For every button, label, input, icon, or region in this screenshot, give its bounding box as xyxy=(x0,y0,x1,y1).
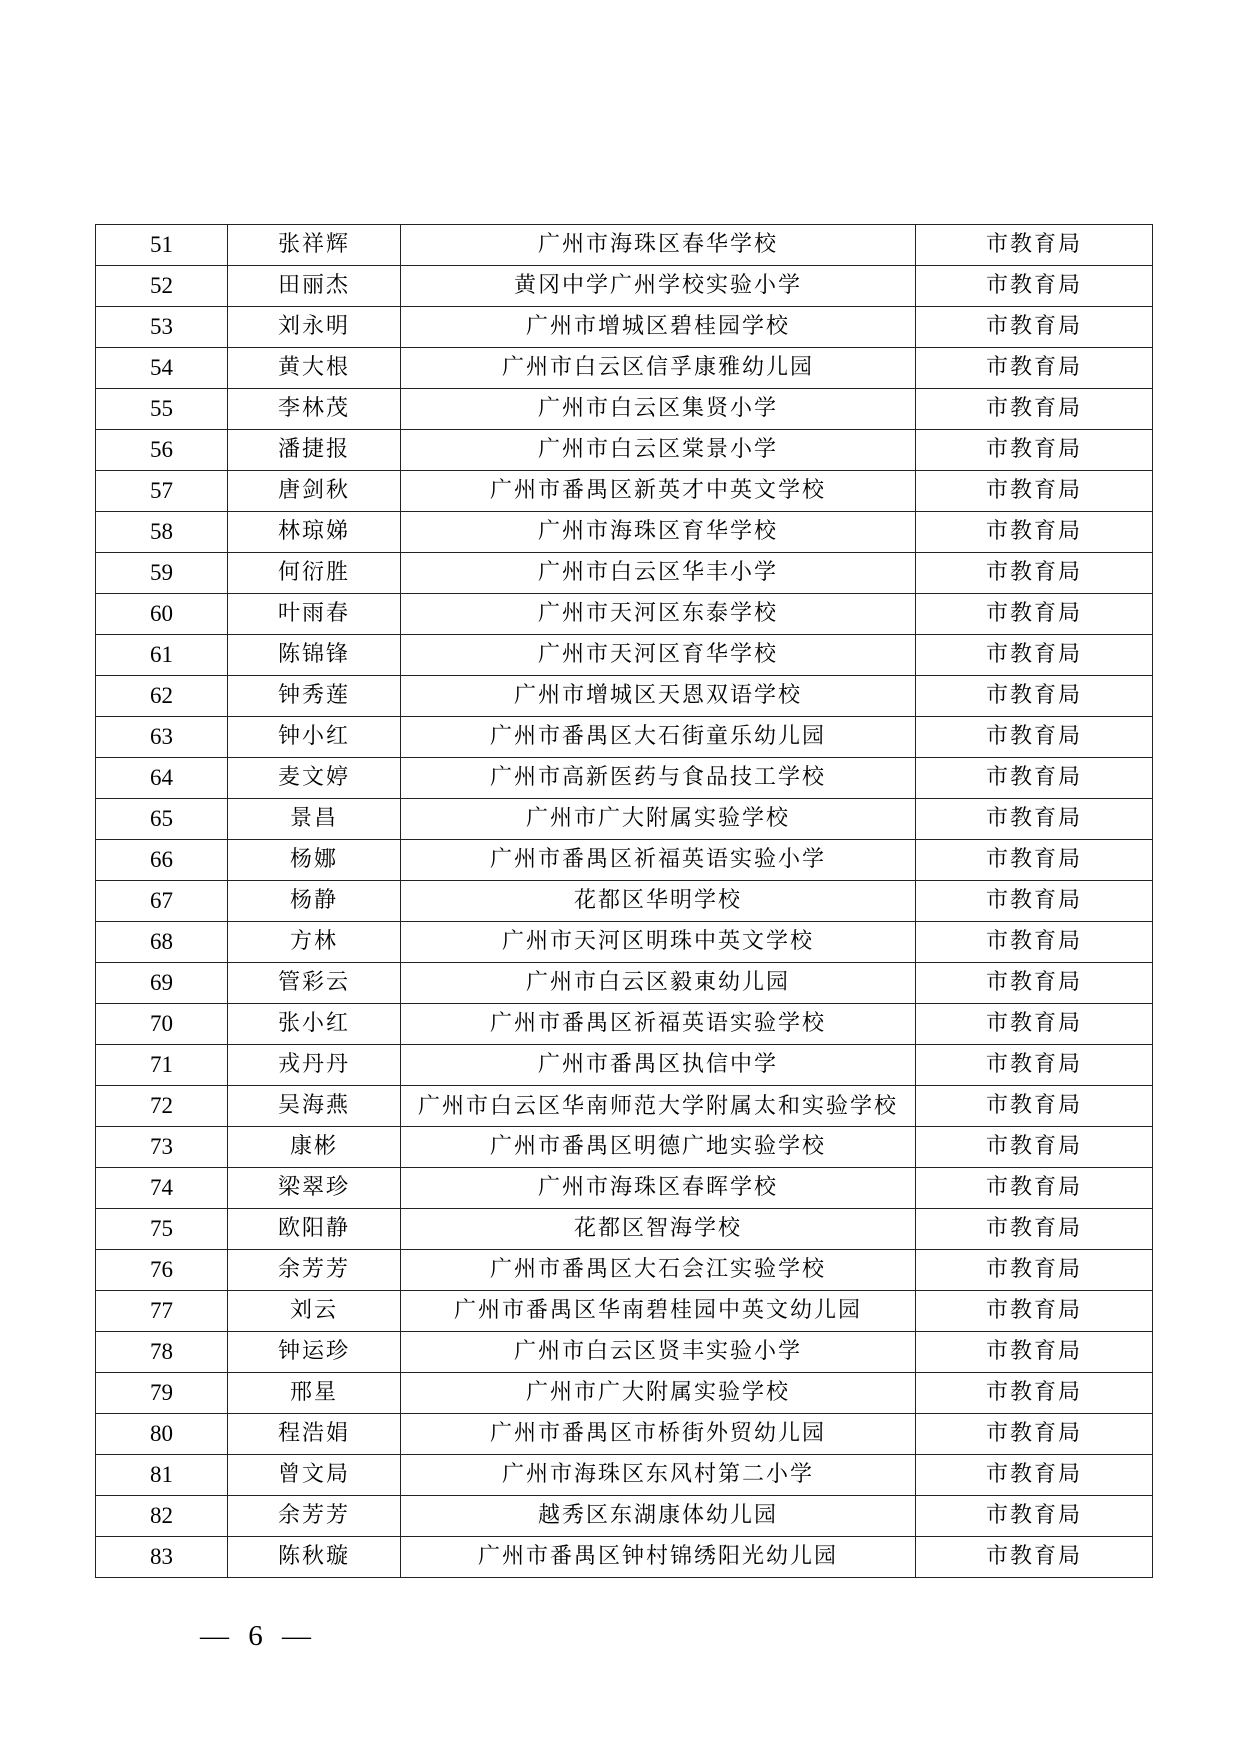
recommender-cell: 市教育局 xyxy=(916,1537,1153,1578)
table-row xyxy=(96,1373,1153,1414)
name-cell: 邢星 xyxy=(228,1373,401,1414)
row-number-cell: 76 xyxy=(96,1250,228,1291)
table-row xyxy=(96,799,1153,840)
row-number-cell: 56 xyxy=(96,430,228,471)
row-number-cell: 68 xyxy=(96,922,228,963)
table-row xyxy=(96,348,1153,389)
row-number-cell: 67 xyxy=(96,881,228,922)
recommender-cell: 市教育局 xyxy=(916,307,1153,348)
recommender-cell: 市教育局 xyxy=(916,266,1153,307)
name-cell: 程浩娟 xyxy=(228,1414,401,1455)
name-cell: 何衍胜 xyxy=(228,553,401,594)
name-cell: 田丽杰 xyxy=(228,266,401,307)
recommender-cell: 市教育局 xyxy=(916,594,1153,635)
school-cell: 广州市海珠区东风村第二小学 xyxy=(401,1455,916,1496)
name-cell: 方林 xyxy=(228,922,401,963)
recommender-cell: 市教育局 xyxy=(916,635,1153,676)
recommender-cell: 市教育局 xyxy=(916,963,1153,1004)
row-number-cell: 61 xyxy=(96,635,228,676)
recommender-cell: 市教育局 xyxy=(916,799,1153,840)
table-row xyxy=(96,307,1153,348)
recommender-cell: 市教育局 xyxy=(916,1168,1153,1209)
recommender-cell: 市教育局 xyxy=(916,1373,1153,1414)
name-cell: 欧阳静 xyxy=(228,1209,401,1250)
row-number-cell: 71 xyxy=(96,1045,228,1086)
row-number-cell: 72 xyxy=(96,1086,228,1127)
school-cell: 广州市白云区集贤小学 xyxy=(401,389,916,430)
school-cell: 花都区华明学校 xyxy=(401,881,916,922)
table-row xyxy=(96,676,1153,717)
name-cell: 余芳芳 xyxy=(228,1496,401,1537)
row-number-cell: 62 xyxy=(96,676,228,717)
table-row xyxy=(96,512,1153,553)
row-number-cell: 64 xyxy=(96,758,228,799)
recommender-cell: 市教育局 xyxy=(916,758,1153,799)
name-cell: 曾文局 xyxy=(228,1455,401,1496)
row-number-cell: 73 xyxy=(96,1127,228,1168)
row-number-cell: 51 xyxy=(96,225,228,266)
school-cell: 广州市增城区碧桂园学校 xyxy=(401,307,916,348)
row-number-cell: 58 xyxy=(96,512,228,553)
school-cell: 广州市番禺区祈福英语实验小学 xyxy=(401,840,916,881)
roster-body xyxy=(96,225,1153,1578)
table-row xyxy=(96,717,1153,758)
recommender-cell: 市教育局 xyxy=(916,1045,1153,1086)
table-row xyxy=(96,1086,1153,1127)
table-row xyxy=(96,430,1153,471)
name-cell: 梁翠珍 xyxy=(228,1168,401,1209)
row-number-cell: 75 xyxy=(96,1209,228,1250)
row-number-cell: 63 xyxy=(96,717,228,758)
name-cell: 杨静 xyxy=(228,881,401,922)
recommender-cell: 市教育局 xyxy=(916,1455,1153,1496)
table-row xyxy=(96,1250,1153,1291)
recommender-cell: 市教育局 xyxy=(916,430,1153,471)
name-cell: 钟小红 xyxy=(228,717,401,758)
recommender-cell: 市教育局 xyxy=(916,512,1153,553)
name-cell: 潘捷报 xyxy=(228,430,401,471)
school-cell: 广州市白云区信孚康雅幼儿园 xyxy=(401,348,916,389)
school-cell: 广州市广大附属实验学校 xyxy=(401,1373,916,1414)
name-cell: 景昌 xyxy=(228,799,401,840)
school-cell: 广州市广大附属实验学校 xyxy=(401,799,916,840)
table-row xyxy=(96,266,1153,307)
school-cell: 广州市天河区育华学校 xyxy=(401,635,916,676)
name-cell: 叶雨春 xyxy=(228,594,401,635)
name-cell: 麦文婷 xyxy=(228,758,401,799)
recommender-cell: 市教育局 xyxy=(916,881,1153,922)
recommender-cell: 市教育局 xyxy=(916,553,1153,594)
recommender-cell: 市教育局 xyxy=(916,676,1153,717)
table-row xyxy=(96,1455,1153,1496)
school-cell: 广州市海珠区育华学校 xyxy=(401,512,916,553)
table-row xyxy=(96,1004,1153,1045)
table-row xyxy=(96,1291,1153,1332)
table-row xyxy=(96,758,1153,799)
recommender-cell: 市教育局 xyxy=(916,840,1153,881)
recommender-cell: 市教育局 xyxy=(916,225,1153,266)
school-cell: 广州市白云区棠景小学 xyxy=(401,430,916,471)
school-cell: 广州市白云区贤丰实验小学 xyxy=(401,1332,916,1373)
table-row xyxy=(96,881,1153,922)
recommender-cell: 市教育局 xyxy=(916,1250,1153,1291)
school-cell: 黄冈中学广州学校实验小学 xyxy=(401,266,916,307)
recommender-cell: 市教育局 xyxy=(916,922,1153,963)
recommender-cell: 市教育局 xyxy=(916,1004,1153,1045)
recommender-cell: 市教育局 xyxy=(916,348,1153,389)
name-cell: 唐剑秋 xyxy=(228,471,401,512)
table-row xyxy=(96,1127,1153,1168)
school-cell: 广州市天河区东泰学校 xyxy=(401,594,916,635)
school-cell: 广州市番禺区大石会江实验学校 xyxy=(401,1250,916,1291)
recommender-cell: 市教育局 xyxy=(916,471,1153,512)
name-cell: 杨娜 xyxy=(228,840,401,881)
name-cell: 刘永明 xyxy=(228,307,401,348)
row-number-cell: 60 xyxy=(96,594,228,635)
school-cell: 广州市白云区华丰小学 xyxy=(401,553,916,594)
table-row xyxy=(96,553,1153,594)
name-cell: 李林茂 xyxy=(228,389,401,430)
name-cell: 张小红 xyxy=(228,1004,401,1045)
table-row xyxy=(96,1537,1153,1578)
name-cell: 黄大根 xyxy=(228,348,401,389)
row-number-cell: 82 xyxy=(96,1496,228,1537)
row-number-cell: 52 xyxy=(96,266,228,307)
recommender-cell: 市教育局 xyxy=(916,1332,1153,1373)
table-row xyxy=(96,471,1153,512)
name-cell: 钟运珍 xyxy=(228,1332,401,1373)
row-number-cell: 80 xyxy=(96,1414,228,1455)
name-cell: 康彬 xyxy=(228,1127,401,1168)
name-cell: 管彩云 xyxy=(228,963,401,1004)
recommender-cell: 市教育局 xyxy=(916,1086,1153,1127)
row-number-cell: 57 xyxy=(96,471,228,512)
row-number-cell: 74 xyxy=(96,1168,228,1209)
table-row xyxy=(96,1414,1153,1455)
school-cell: 广州市番禺区大石街童乐幼儿园 xyxy=(401,717,916,758)
row-number-cell: 79 xyxy=(96,1373,228,1414)
school-cell: 广州市番禺区钟村锦绣阳光幼儿园 xyxy=(401,1537,916,1578)
row-number-cell: 77 xyxy=(96,1291,228,1332)
name-cell: 吴海燕 xyxy=(228,1086,401,1127)
row-number-cell: 83 xyxy=(96,1537,228,1578)
row-number-cell: 55 xyxy=(96,389,228,430)
school-cell: 广州市海珠区春晖学校 xyxy=(401,1168,916,1209)
school-cell: 广州市高新医药与食品技工学校 xyxy=(401,758,916,799)
school-cell: 广州市白云区毅東幼儿园 xyxy=(401,963,916,1004)
name-cell: 陈秋璇 xyxy=(228,1537,401,1578)
school-cell: 广州市白云区华南师范大学附属太和实验学校 xyxy=(401,1086,916,1127)
row-number-cell: 66 xyxy=(96,840,228,881)
row-number-cell: 65 xyxy=(96,799,228,840)
recommender-cell: 市教育局 xyxy=(916,389,1153,430)
recommender-cell: 市教育局 xyxy=(916,1496,1153,1537)
school-cell: 广州市番禺区华南碧桂园中英文幼儿园 xyxy=(401,1291,916,1332)
table-row xyxy=(96,1332,1153,1373)
recommender-cell: 市教育局 xyxy=(916,1291,1153,1332)
school-cell: 花都区智海学校 xyxy=(401,1209,916,1250)
row-number-cell: 81 xyxy=(96,1455,228,1496)
school-cell: 广州市番禺区市桥街外贸幼儿园 xyxy=(401,1414,916,1455)
recommender-cell: 市教育局 xyxy=(916,1127,1153,1168)
table-row xyxy=(96,1045,1153,1086)
table-row xyxy=(96,1168,1153,1209)
recommender-cell: 市教育局 xyxy=(916,1414,1153,1455)
table-row xyxy=(96,963,1153,1004)
row-number-cell: 78 xyxy=(96,1332,228,1373)
table-row xyxy=(96,635,1153,676)
table-row xyxy=(96,389,1153,430)
school-cell: 广州市番禺区执信中学 xyxy=(401,1045,916,1086)
table-row xyxy=(96,594,1153,635)
school-cell: 广州市番禺区明德广地实验学校 xyxy=(401,1127,916,1168)
table-row xyxy=(96,840,1153,881)
recommender-cell: 市教育局 xyxy=(916,717,1153,758)
name-cell: 钟秀莲 xyxy=(228,676,401,717)
page-number: — 6 — xyxy=(200,1620,317,1652)
roster-table xyxy=(95,224,1153,1578)
school-cell: 广州市番禺区祈福英语实验学校 xyxy=(401,1004,916,1045)
table-row xyxy=(96,1496,1153,1537)
row-number-cell: 69 xyxy=(96,963,228,1004)
school-cell: 广州市海珠区春华学校 xyxy=(401,225,916,266)
name-cell: 余芳芳 xyxy=(228,1250,401,1291)
school-cell: 广州市番禺区新英才中英文学校 xyxy=(401,471,916,512)
school-cell: 越秀区东湖康体幼儿园 xyxy=(401,1496,916,1537)
name-cell: 陈锦锋 xyxy=(228,635,401,676)
table-row xyxy=(96,225,1153,266)
table-row xyxy=(96,1209,1153,1250)
name-cell: 戎丹丹 xyxy=(228,1045,401,1086)
table-row xyxy=(96,922,1153,963)
school-cell: 广州市天河区明珠中英文学校 xyxy=(401,922,916,963)
school-cell: 广州市增城区天恩双语学校 xyxy=(401,676,916,717)
row-number-cell: 70 xyxy=(96,1004,228,1045)
name-cell: 刘云 xyxy=(228,1291,401,1332)
row-number-cell: 54 xyxy=(96,348,228,389)
row-number-cell: 53 xyxy=(96,307,228,348)
name-cell: 张祥辉 xyxy=(228,225,401,266)
name-cell: 林琼娣 xyxy=(228,512,401,553)
recommender-cell: 市教育局 xyxy=(916,1209,1153,1250)
row-number-cell: 59 xyxy=(96,553,228,594)
